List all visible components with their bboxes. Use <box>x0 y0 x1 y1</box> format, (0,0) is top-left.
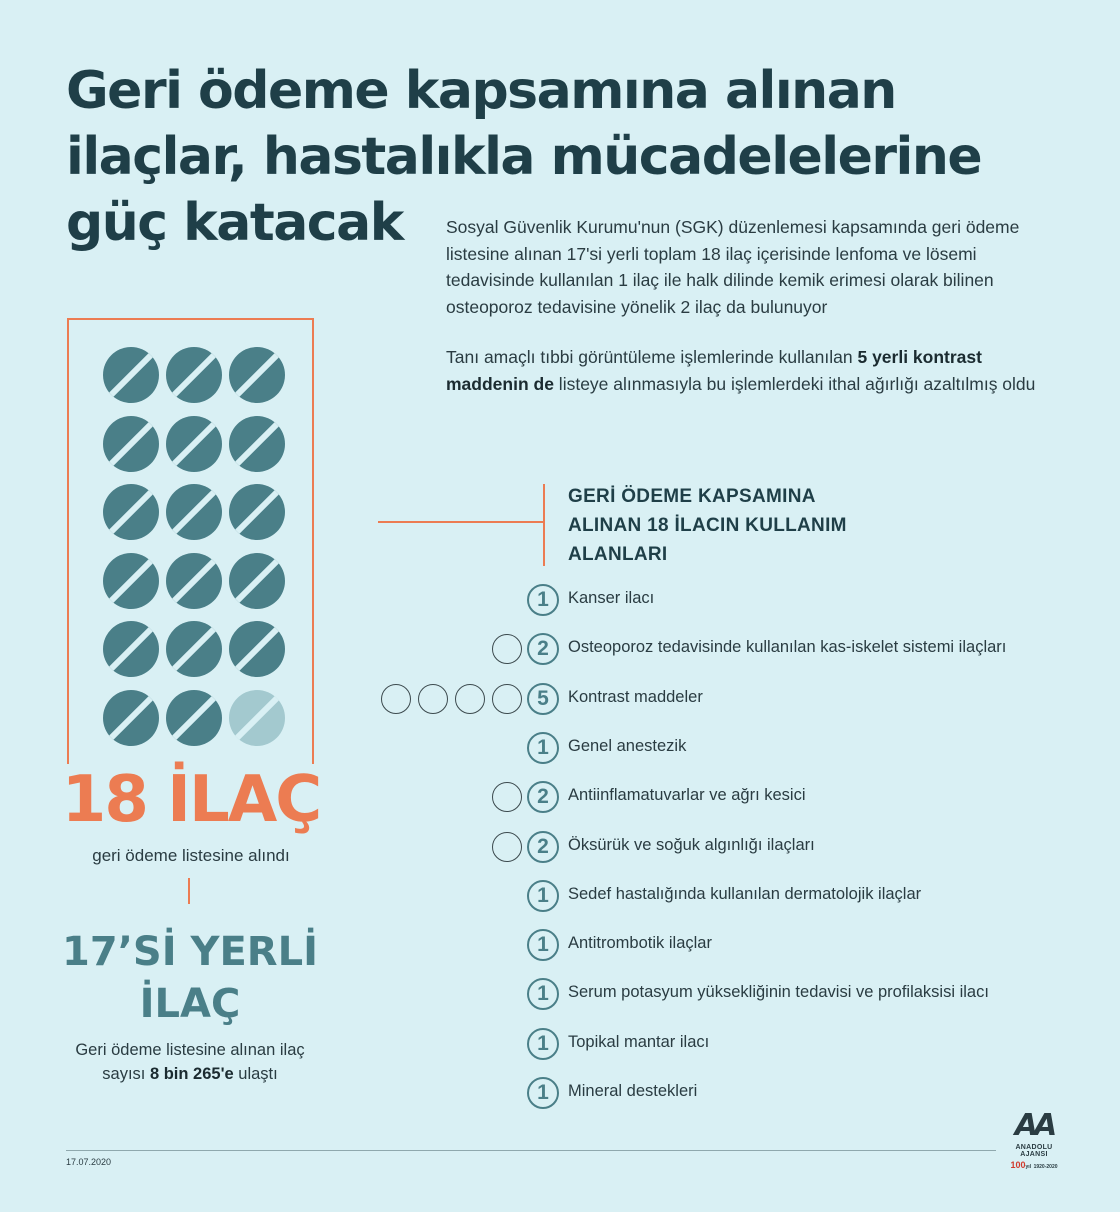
list-item-label: Genel anestezik <box>568 736 687 755</box>
list-item-label: Mineral destekleri <box>568 1082 698 1100</box>
frame-line <box>67 318 314 320</box>
pill-icon <box>229 416 285 472</box>
agency-logo <box>1004 1108 1064 1170</box>
outline-circle-icon <box>381 684 411 714</box>
list-item-label: Antitrombotik ilaçlar <box>568 934 712 953</box>
list-item <box>0 732 1120 766</box>
list-item <box>0 633 1120 667</box>
list-item <box>0 1028 1120 1062</box>
list-item-label: Kontrast maddeler <box>568 687 703 706</box>
list-item <box>0 683 1120 717</box>
pill-icon <box>229 484 285 540</box>
uses-title <box>568 482 948 569</box>
uses-title-line: ALINAN 18 İLACIN KULLANIM <box>568 515 847 536</box>
uses-title-line: ALANLARI <box>568 544 668 565</box>
count-badge: 1 <box>527 1077 559 1109</box>
outline-circle-icon <box>492 684 522 714</box>
pill-icon <box>166 416 222 472</box>
outline-circle-icon <box>418 684 448 714</box>
date: 17.07.2020 <box>66 1157 112 1167</box>
geri-before: Geri ödeme listesine alınan ilaç sayısı <box>75 1041 305 1083</box>
list-item-label: Serum potasyum yüksekliğinin tedavisi ve profilaksisi ilacı <box>568 983 989 1002</box>
geri-after: ulaştı <box>233 1065 278 1083</box>
geri-bold: 8 bin 265'e <box>149 1065 234 1083</box>
count-badge: 1 <box>527 880 559 912</box>
list-item <box>0 831 1120 865</box>
list-item <box>0 880 1120 914</box>
logo-name: ANADOLU AJANSI <box>1015 1144 1053 1158</box>
list-item <box>0 781 1120 815</box>
connector-line <box>378 521 544 523</box>
pill-icon <box>103 347 159 403</box>
yerli-line: 17’Sİ YERLİ <box>62 929 318 975</box>
title-line: Geri ödeme kapsamına alınan <box>66 61 896 121</box>
count-badge: 1 <box>527 1028 559 1060</box>
title-line: ilaçlar, hastalıkla mücadelelerine <box>66 127 982 187</box>
pill-icon <box>166 347 222 403</box>
intro-p2-after: listeye alınmasıyla bu işlemlerdeki ithal ağırlığı azaltılmış oldu <box>553 373 1036 394</box>
logo-years-suffix: yıl <box>1025 1164 1032 1170</box>
logo-years <box>1004 1160 1064 1170</box>
aa-logo-icon: AA <box>1014 1108 1054 1143</box>
intro-paragraph-1: Sosyal Güvenlik Kurumu'nun (SGK) düzenlemesi kapsamında geri ödeme listesine alınan 17'si yerli toplam 18 ilaç içerisinde lenfoma ve lösemi tedavisinde kullanılan 1 ilaç ile halk dilinde kemik erimesi olarak bilinen osteoporoz tedavisine yönelik 2 ilaç da bulunuyor <box>446 217 1020 317</box>
list-item-label: Antiinflamatuvarlar ve ağrı kesici <box>568 786 806 805</box>
yerli-line: İLAÇ <box>139 981 241 1027</box>
outline-circle-icon <box>455 684 485 714</box>
title-line: güç katacak <box>66 193 403 253</box>
count-badge: 1 <box>527 929 559 961</box>
big-number: 18 İLAÇ <box>61 763 321 837</box>
divider <box>66 1150 996 1151</box>
outline-circle-icon <box>492 634 522 664</box>
heading-bar <box>543 484 545 566</box>
list-item <box>0 584 1120 618</box>
big-number-caption: geri ödeme listesine alındı <box>92 846 290 865</box>
list-item <box>0 929 1120 963</box>
logo-years-range: 1920-2020 <box>1033 1164 1058 1170</box>
list-item <box>0 978 1120 1012</box>
list-item-label: Topikal mantar ilacı <box>568 1032 710 1051</box>
count-badge: 1 <box>527 978 559 1010</box>
count-badge: 1 <box>527 584 559 616</box>
pill-icon <box>103 416 159 472</box>
pill-icon <box>166 484 222 540</box>
count-badge: 5 <box>527 683 559 715</box>
intro-p2-bold: 5 yerli kontrast maddenin de <box>446 347 982 394</box>
pill-icon <box>229 347 285 403</box>
list-item <box>0 1077 1120 1111</box>
outline-circle-icon <box>492 832 522 862</box>
count-badge: 2 <box>527 781 559 813</box>
outline-circle-icon <box>492 782 522 812</box>
count-badge: 1 <box>527 732 559 764</box>
intro-text <box>446 214 1056 421</box>
intro-p2-before: Tanı amaçlı tıbbi görüntüleme işlemlerinde kullanılan <box>446 347 858 367</box>
pill-icon <box>103 484 159 540</box>
list-item-label: Öksürük ve soğuk algınlığı ilaçları <box>568 835 815 854</box>
intro-paragraph-2 <box>446 344 1056 397</box>
list-item-label: Kanser ilacı <box>568 589 655 607</box>
count-badge: 2 <box>527 831 559 863</box>
uses-title-line: GERİ ÖDEME KAPSAMINA <box>568 486 816 507</box>
logo-years-number: 100 <box>1010 1160 1026 1170</box>
count-badge: 2 <box>527 633 559 665</box>
list-item-label: Sedef hastalığında kullanılan dermatolojik ilaçlar <box>568 884 922 903</box>
list-item-label: Osteoporoz tedavisinde kullanılan kas-iskelet sistemi ilaçları <box>568 638 1007 657</box>
